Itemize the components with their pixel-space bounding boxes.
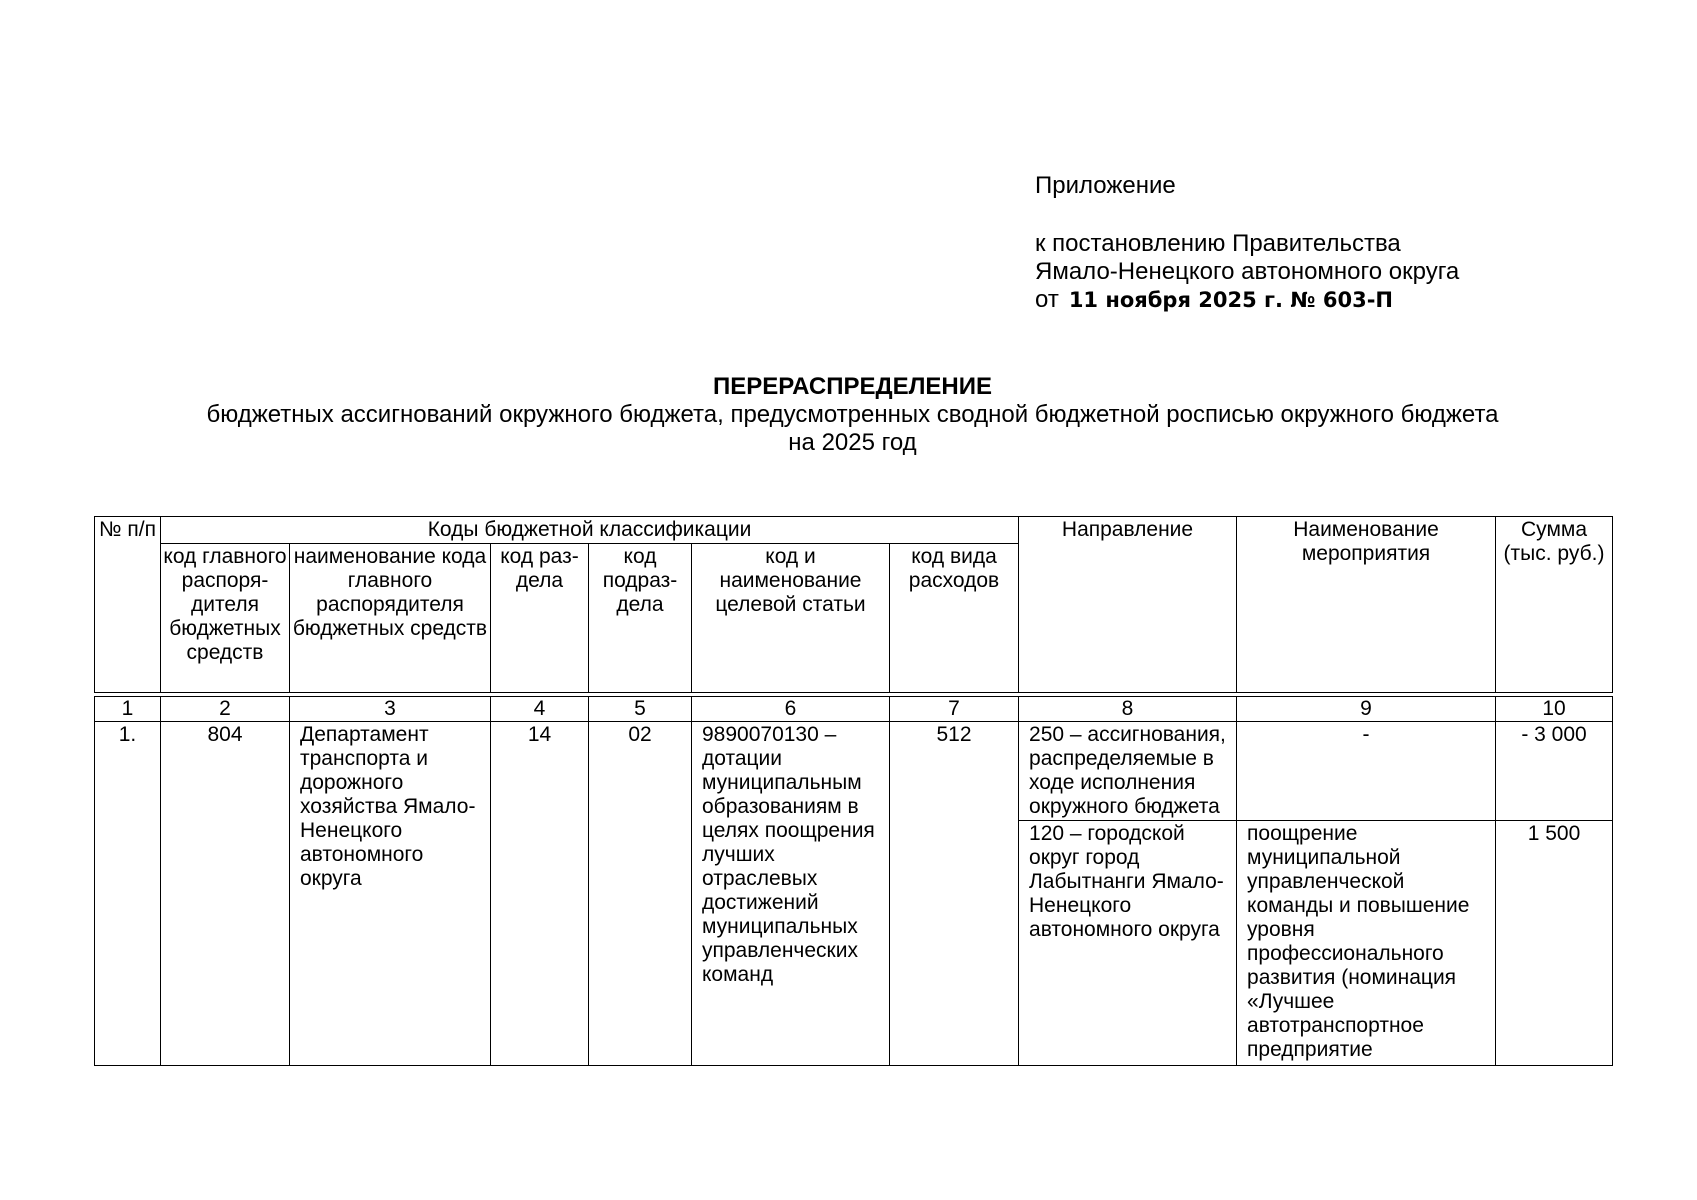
- row-measure: поощрение муниципальной управленческой команды и повышение уровня профессионального развития (номинация «Лучшее автотранспортное предприятие: [1237, 821, 1496, 1066]
- column-number: 6: [692, 697, 890, 722]
- appendix-block: [1035, 172, 1459, 314]
- appendix-line-3: [1035, 286, 1459, 314]
- decree-number: 11 ноября 2025 г. № 603-П: [1068, 288, 1393, 312]
- row-expense-type: 512: [890, 722, 1019, 1066]
- column-number: 5: [589, 697, 692, 722]
- column-number: 2: [161, 697, 290, 722]
- header-section: код раз-дела: [491, 544, 589, 693]
- appendix-date-prefix: от: [1035, 286, 1059, 313]
- row-amount: - 3 000: [1496, 722, 1613, 821]
- row-measure: -: [1237, 722, 1496, 821]
- table-row: [95, 722, 1613, 821]
- header-direction: Направление: [1019, 517, 1237, 693]
- header-grbs-name: наименование кода главного распорядителя бюджетных средств: [290, 544, 491, 693]
- row-grbs-code: 804: [161, 722, 290, 1066]
- column-number-row: [95, 697, 1613, 722]
- appendix-line-2: Ямало-Ненецкого автономного округа: [1035, 258, 1460, 285]
- document-year: на 2025 год: [788, 429, 917, 456]
- row-section: 14: [491, 722, 589, 1066]
- header-grbs-code: код главного распоря-дителя бюджетных средств: [161, 544, 290, 693]
- document-subtitle: бюджетных ассигнований окружного бюджета, предусмотренных сводной бюджетной росписью окружного бюджета: [206, 401, 1499, 428]
- column-number: 3: [290, 697, 491, 722]
- column-number: 7: [890, 697, 1019, 722]
- header-row-1: [95, 517, 1613, 544]
- row-target: 9890070130 – дотации муниципальным образованиям в целях поощрения лучших отраслевых достижений муниципальных управленческих команд: [692, 722, 890, 1066]
- column-number: 8: [1019, 697, 1237, 722]
- row-direction: 120 – городской округ город Лабытнанги Ямало-Ненецкого автономного округа: [1019, 821, 1237, 1066]
- header-num: № п/п: [95, 517, 161, 693]
- budget-table: [94, 516, 1613, 1066]
- column-number: 1: [95, 697, 161, 722]
- header-expense-type: код вида расходов: [890, 544, 1019, 693]
- row-subsection: 02: [589, 722, 692, 1066]
- document-title: ПЕРЕРАСПРЕДЕЛЕНИЕ: [712, 373, 993, 400]
- header-amount: Сумма (тыс. руб.): [1496, 517, 1613, 693]
- header-target: код и наименование целевой статьи: [692, 544, 890, 693]
- header-codes-group: Коды бюджетной классификации: [161, 517, 1019, 544]
- row-amount: 1 500: [1496, 821, 1613, 1066]
- appendix-line-1: к постановлению Правительства: [1035, 230, 1401, 257]
- appendix-title: Приложение: [1035, 172, 1176, 199]
- header-measure: Наименование мероприятия: [1237, 517, 1496, 693]
- document-header: [95, 373, 1610, 457]
- column-number: 4: [491, 697, 589, 722]
- header-subsection: код подраз-дела: [589, 544, 692, 693]
- column-number: 10: [1496, 697, 1613, 722]
- row-num: 1.: [95, 722, 161, 1066]
- column-number: 9: [1237, 697, 1496, 722]
- row-direction: 250 – ассигнования, распределяемые в ходе исполнения окружного бюджета: [1019, 722, 1237, 821]
- row-grbs-name: Департамент транспорта и дорожного хозяйства Ямало-Ненецкого автономного округа: [290, 722, 491, 1066]
